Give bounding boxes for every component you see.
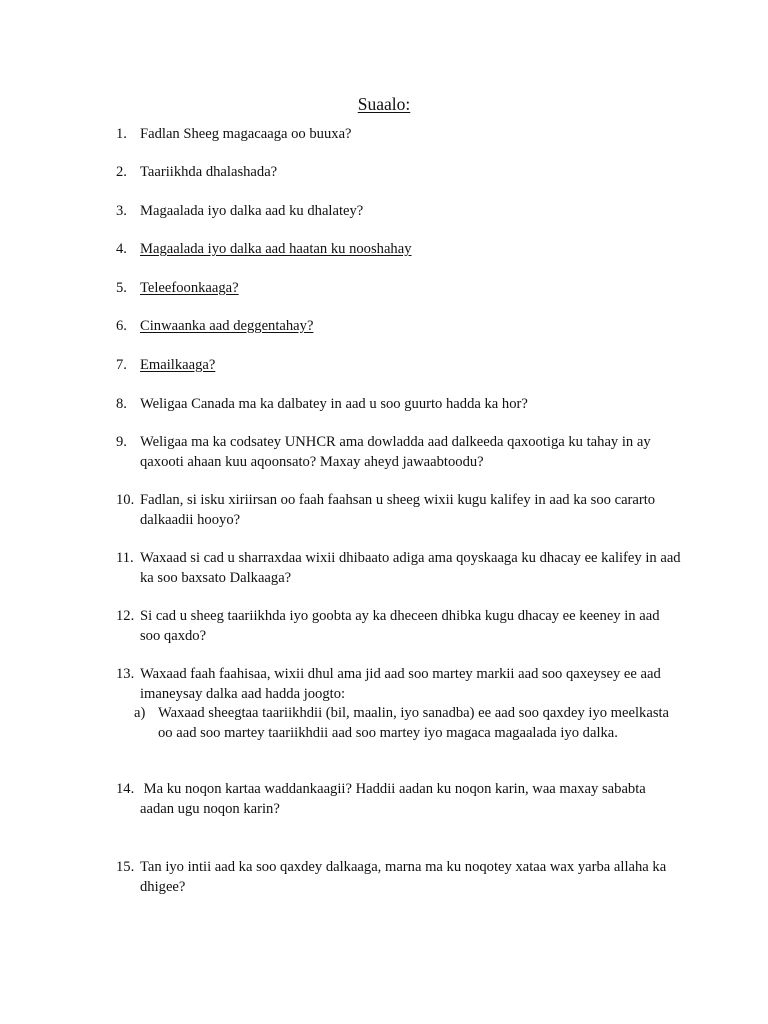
- question-item-15: [116, 858, 682, 897]
- question-text: Magaalada iyo dalka aad ku dhalatey?: [140, 203, 364, 219]
- question-text: Ma ku noqon kartaa waddankaagii? Haddii aadan ku noqon karin, waa maxay sababta aadan ugu noqon karin?: [140, 781, 650, 817]
- question-text: Fadlan Sheeg magacaaga oo buuxa?: [140, 126, 352, 142]
- question-item-11: [116, 549, 682, 588]
- question-number: 7.: [116, 357, 127, 373]
- question-text: Taariikhda dhalashada?: [140, 164, 278, 180]
- question-item-4: [116, 240, 682, 260]
- question-item-14: [116, 780, 682, 819]
- question-text: Weligaa ma ka codsatey UNHCR ama dowladda aad dalkeeda qaxootiga ku tahay in ay qaxooti ahaan kuu aqoonsato? Maxay aheyd jawaabtoodu?: [140, 434, 651, 470]
- question-item-8: [116, 395, 682, 415]
- question-item-2: [116, 163, 682, 183]
- question-text: Waxaad si cad u sharraxdaa wixii dhibaato adiga ama qoyskaaga ku dhacay ee kalifey in aad ka soo baxsato Dalkaaga?: [140, 550, 681, 586]
- question-text: Si cad u sheeg taariikhda iyo goobta ay ka dheceen dhibka kugu dhacay ee keeney in aad soo qaxdo?: [140, 608, 660, 644]
- question-number: 13.: [116, 666, 135, 682]
- question-item-12: [116, 607, 682, 646]
- question-number: 14.: [116, 781, 135, 797]
- question-text: Cinwaanka aad deggentahay?: [140, 318, 314, 334]
- question-number: 11.: [116, 550, 134, 566]
- question-item-5: [116, 279, 682, 299]
- question-number: 9.: [116, 434, 127, 450]
- sub-question-text: Waxaad sheegtaa taariikhdii (bil, maalin, iyo sanadba) ee aad soo qaxdey iyo meelkasta oo aad soo martey taariikhdii aad soo martey iyo magaca magaalada iyo dalka.: [158, 705, 670, 741]
- question-text: Magaalada iyo dalka aad haatan ku nooshahay: [140, 241, 412, 257]
- question-item-13: [116, 665, 682, 743]
- sub-question-number: a): [134, 705, 146, 721]
- question-number: 2.: [116, 164, 127, 180]
- question-item-9: [116, 433, 682, 472]
- question-text: Tan iyo intii aad ka soo qaxdey dalkaaga, marna ma ku noqotey xataa wax yarba allaha ka dhigee?: [140, 859, 667, 895]
- question-number: 5.: [116, 280, 127, 296]
- page-title: Suaalo:: [357, 94, 411, 114]
- question-number: 10.: [116, 492, 135, 508]
- question-text: Weligaa Canada ma ka dalbatey in aad u soo guurto hadda ka hor?: [140, 396, 528, 412]
- question-text: Waxaad faah faahisaa, wixii dhul ama jid aad soo martey markii aad soo qaxeysey ee aad imaneysay dalka aad hadda joogto:: [140, 666, 661, 702]
- question-item-6: [116, 317, 682, 337]
- question-text: Fadlan, si isku xiriirsan oo faah faahsan u sheeg wixii kugu kalifey in aad ka soo cararto dalkaadii hooyo?: [140, 492, 656, 528]
- question-item-1: [116, 125, 682, 145]
- question-item-3: [116, 202, 682, 222]
- question-number: 1.: [116, 126, 127, 142]
- question-text: Teleefoonkaaga?: [140, 280, 239, 296]
- question-number: 8.: [116, 396, 127, 412]
- sub-question-a: [134, 704, 682, 743]
- question-number: 6.: [116, 318, 127, 334]
- question-number: 3.: [116, 203, 127, 219]
- question-number: 15.: [116, 859, 135, 875]
- question-item-7: [116, 356, 682, 376]
- question-item-10: [116, 491, 682, 530]
- question-number: 12.: [116, 608, 135, 624]
- question-number: 4.: [116, 241, 127, 257]
- question-text: Emailkaaga?: [140, 357, 216, 373]
